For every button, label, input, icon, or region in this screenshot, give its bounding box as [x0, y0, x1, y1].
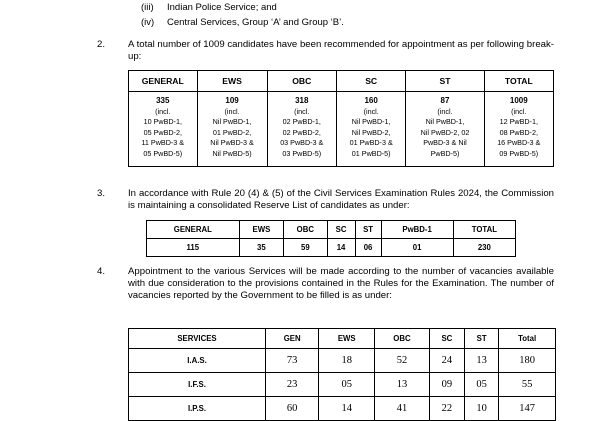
- table-cell: 24: [429, 349, 464, 373]
- table-cell: 06: [355, 239, 381, 257]
- table-row: [129, 397, 556, 421]
- table-cell: 18: [319, 349, 375, 373]
- table-cell: 160 (incl. Nil PwBD-1, Nil PwBD-2, 01 PwBD-3 & 01 PwBD-5): [336, 92, 405, 167]
- table-header-row: [129, 329, 556, 349]
- table-cell: 14: [327, 239, 355, 257]
- paragraph-number-2: 2.: [97, 39, 106, 50]
- paragraph-4-text: Appointment to the various Services will be made according to the number of vacancies available with due consideration to the provisions contained in the Rules for the Examination. The number of vacancies reported by the Government to be filled is as under:: [128, 266, 554, 302]
- table-cell: 73: [266, 349, 319, 373]
- table-cell: I.P.S.: [129, 397, 266, 421]
- table-cell: 35: [239, 239, 283, 257]
- reserve-list-table: [146, 220, 516, 257]
- table-cell: 52: [375, 349, 430, 373]
- recommended-candidates-table: [128, 70, 554, 167]
- table-cell: 41: [375, 397, 430, 421]
- table-row: [129, 92, 554, 167]
- table-cell: 55: [499, 373, 556, 397]
- table-header-cell: SERVICES: [129, 329, 266, 349]
- list-subitem-iii: (iii) Indian Police Service; and: [141, 2, 277, 13]
- table-cell: 1009 (incl. 12 PwBD-1, 08 PwBD-2, 16 PwBD-3 & 09 PwBD-5): [484, 92, 553, 167]
- table-header-cell: TOTAL: [484, 71, 553, 92]
- paragraph-number-3: 3.: [97, 188, 106, 199]
- table-header-row: [129, 71, 554, 92]
- table-cell: I.A.S.: [129, 349, 266, 373]
- table-row: [129, 373, 556, 397]
- table-cell: 147: [499, 397, 556, 421]
- table-header-cell: EWS: [197, 71, 267, 92]
- table-header-cell: OBC: [284, 221, 327, 239]
- table-cell: 05: [465, 373, 499, 397]
- table-cell: 87 (incl. Nil PwBD-1, Nil PwBD-2, 02 PwBD-3 & Nil PwBD-5): [406, 92, 484, 167]
- table-cell: 115: [147, 239, 240, 257]
- table-cell: 14: [319, 397, 375, 421]
- table-cell: 318 (incl. 02 PwBD-1, 02 PwBD-2, 03 PwBD-3 & 03 PwBD-5): [267, 92, 336, 167]
- table-header-cell: Total: [499, 329, 556, 349]
- table-cell: 60: [266, 397, 319, 421]
- table-cell: 23: [266, 373, 319, 397]
- table-header-cell: OBC: [267, 71, 336, 92]
- table-header-cell: TOTAL: [453, 221, 515, 239]
- vacancies-table: [128, 328, 556, 421]
- table-cell: 59: [284, 239, 327, 257]
- table-header-row: [147, 221, 516, 239]
- table-header-cell: ST: [355, 221, 381, 239]
- table-header-cell: SC: [327, 221, 355, 239]
- table-cell: 10: [465, 397, 499, 421]
- table-cell: 180: [499, 349, 556, 373]
- list-subitem-iv: (iv) Central Services, Group ‘A’ and Group ‘B’.: [141, 17, 344, 28]
- paragraph-3-text: In accordance with Rule 20 (4) & (5) of the Civil Services Examination Rules 2024, the Commission is maintaining a consolidated Reserve List of candidates as under:: [128, 188, 554, 212]
- paragraph-number-4: 4.: [97, 266, 106, 277]
- table-cell: 01: [381, 239, 453, 257]
- table-header-cell: ST: [465, 329, 499, 349]
- table-header-cell: PwBD-1: [381, 221, 453, 239]
- table-header-cell: EWS: [319, 329, 375, 349]
- table-cell: I.F.S.: [129, 373, 266, 397]
- table-header-cell: GEN: [266, 329, 319, 349]
- table-header-cell: EWS: [239, 221, 283, 239]
- table-cell: 109 (incl. Nil PwBD-1, 01 PwBD-2, Nil PwBD-3 & Nil PwBD-5): [197, 92, 267, 167]
- table-cell: 335 (incl. 10 PwBD-1, 05 PwBD-2, 11 PwBD-3 & 05 PwBD-5): [129, 92, 198, 167]
- table-cell: 13: [465, 349, 499, 373]
- table-header-cell: OBC: [375, 329, 430, 349]
- table-cell: 22: [429, 397, 464, 421]
- table-header-cell: ST: [406, 71, 484, 92]
- table-row: [129, 349, 556, 373]
- table-header-cell: SC: [336, 71, 405, 92]
- table-header-cell: GENERAL: [147, 221, 240, 239]
- table-header-cell: GENERAL: [129, 71, 198, 92]
- table-cell: 230: [453, 239, 515, 257]
- table-cell: 09: [429, 373, 464, 397]
- paragraph-2-text: A total number of 1009 candidates have been recommended for appointment as per following break-up:: [128, 39, 554, 63]
- table-row: [147, 239, 516, 257]
- table-cell: 13: [375, 373, 430, 397]
- table-cell: 05: [319, 373, 375, 397]
- table-header-cell: SC: [429, 329, 464, 349]
